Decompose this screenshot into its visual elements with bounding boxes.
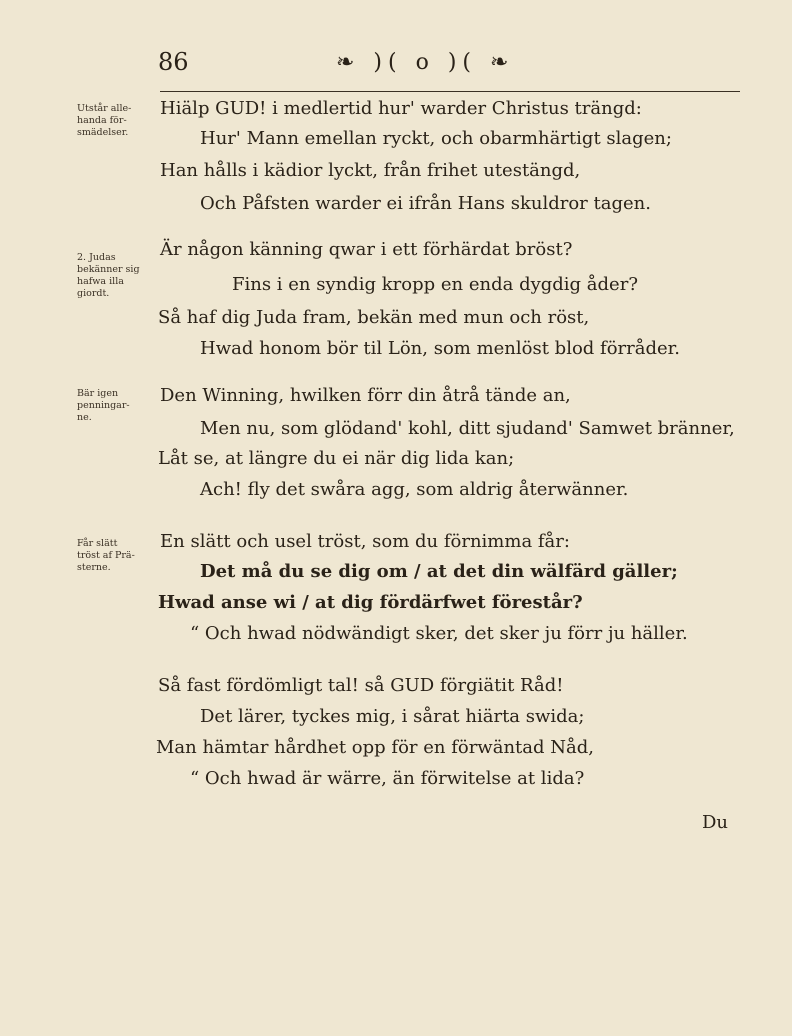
verse-line: Man hämtar hårdhet opp för en förwäntad Nåd, <box>156 737 594 758</box>
margin-note: Bär igen penningar- ne. <box>77 388 130 423</box>
verse-line: Och Påfsten warder ei ifrån Hans skuldror tagen. <box>200 193 651 214</box>
verse-line: Hiälp GUD! i medlertid hur' warder Christus trängd: <box>160 98 642 119</box>
verse-line: Han hålls i kädior lyckt, från frihet utestängd, <box>160 160 581 181</box>
verse-line: Så haf dig Juda fram, bekän med mun och röst, <box>158 307 590 328</box>
verse-line: Men nu, som glödand' kohl, ditt sjudand' Samwet bränner, <box>200 418 735 439</box>
verse-line: “ Och hwad nödwändigt sker, det sker ju förr ju häller. <box>190 623 688 644</box>
margin-note: 2. Judas bekänner sig hafwa illa giordt. <box>77 252 140 299</box>
verse-line: Ach! fly det swåra agg, som aldrig återwänner. <box>200 479 629 500</box>
verse-line: Hwad honom bör til Lön, som menlöst blod förråder. <box>200 338 680 359</box>
verse-line: Låt se, at längre du ei när dig lida kan; <box>158 448 515 469</box>
verse-line: En slätt och usel tröst, som du förnimma får: <box>160 531 570 552</box>
verse-line: Det lärer, tyckes mig, i sårat hiärta swida; <box>200 706 585 727</box>
verse-line: Hwad anse wi / at dig fördärfwet förestår? <box>158 592 583 613</box>
verse-line: Hur' Mann emellan ryckt, och obarmhärtigt slagen; <box>200 128 672 149</box>
running-header <box>158 48 738 84</box>
header-ornament: ❧ )( o )( ❧ <box>336 50 515 75</box>
verse-line: Den Winning, hwilken förr din åtrå tände an, <box>160 385 571 406</box>
verse-line: Så fast fördömligt tal! så GUD förgiätit Råd! <box>158 675 564 696</box>
margin-note: Får slätt tröst af Prä- sterne. <box>77 538 135 573</box>
catchword: Du <box>702 812 729 833</box>
page-number: 86 <box>158 48 189 76</box>
header-rule <box>160 91 740 92</box>
verse-line: Det må du se dig om / at det din wälfärd gäller; <box>200 561 678 582</box>
verse-line: Är någon känning qwar i ett förhärdat bröst? <box>160 239 573 260</box>
verse-line: “ Och hwad är wärre, än förwitelse at lida? <box>190 768 585 789</box>
margin-note: Utstår alle- handa för- smädelser. <box>77 103 132 138</box>
verse-line: Fins i en syndig kropp en enda dygdig åder? <box>232 274 638 295</box>
